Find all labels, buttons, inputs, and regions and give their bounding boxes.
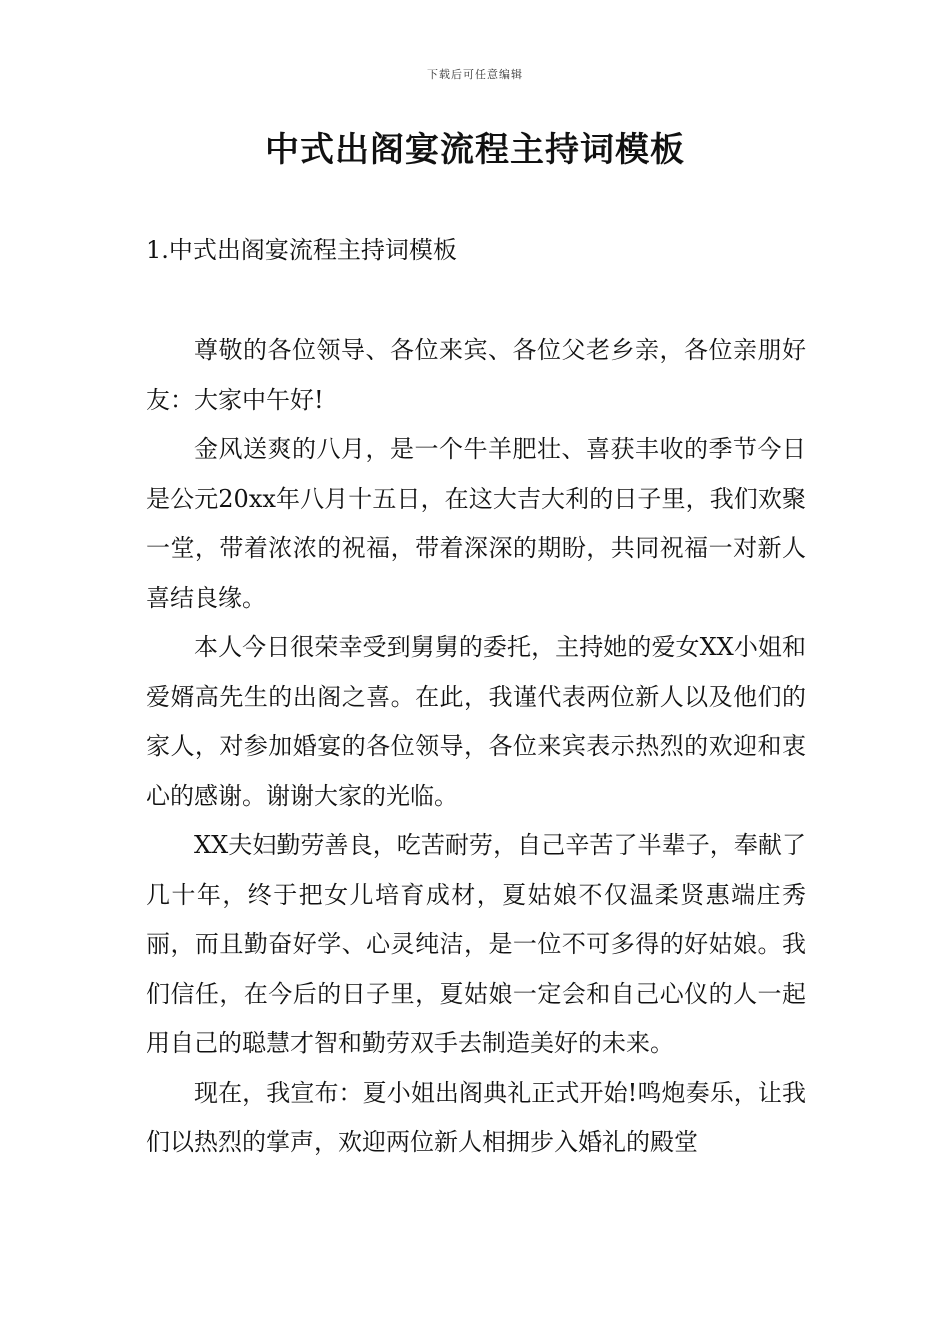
section-heading: 1.中式出阁宴流程主持词模板 bbox=[146, 236, 457, 264]
paragraph-commission: 本人今日很荣幸受到舅舅的委托，主持她的爱女XX小姐和爱婿高先生的出阁之喜。在此，我谨代表两位新人以及他们的家人，对参加婚宴的各位领导，各位来宾表示热烈的欢迎和衷心的感谢。谢谢大家的光临。 bbox=[146, 633, 806, 810]
paragraph-parents: XX夫妇勤劳善良，吃苦耐劳，自己辛苦了半辈子，奉献了几十年，终于把女儿培育成材，夏姑娘不仅温柔贤惠端庄秀丽，而且勤奋好学、心灵纯洁，是一位不可多得的好姑娘。我们信任，在今后的日子里，夏姑娘一定会和自己心仪的人一起用自己的聪慧才智和勤劳双手去制造美好的未来。 bbox=[146, 831, 806, 1057]
document-title: 中式出阁宴流程主持词模板 bbox=[265, 130, 685, 170]
paragraph-announcement: 现在，我宣布：夏小姐出阁典礼正式开始!鸣炮奏乐，让我们以热烈的掌声，欢迎两位新人相拥步入婚礼的殿堂 bbox=[146, 1078, 806, 1156]
paragraph-greeting: 尊敬的各位领导、各位来宾、各位父老乡亲，各位亲朋好友：大家中午好! bbox=[146, 336, 806, 414]
document-body bbox=[146, 326, 806, 1168]
paragraph-season: 金风送爽的八月，是一个牛羊肥壮、喜获丰收的季节今日是公元20xx年八月十五日，在这大吉大利的日子里，我们欢聚一堂，带着浓浓的祝福，带着深深的期盼，共同祝福一对新人喜结良缘。 bbox=[146, 435, 806, 612]
header-note: 下载后可任意编辑 bbox=[427, 68, 523, 81]
